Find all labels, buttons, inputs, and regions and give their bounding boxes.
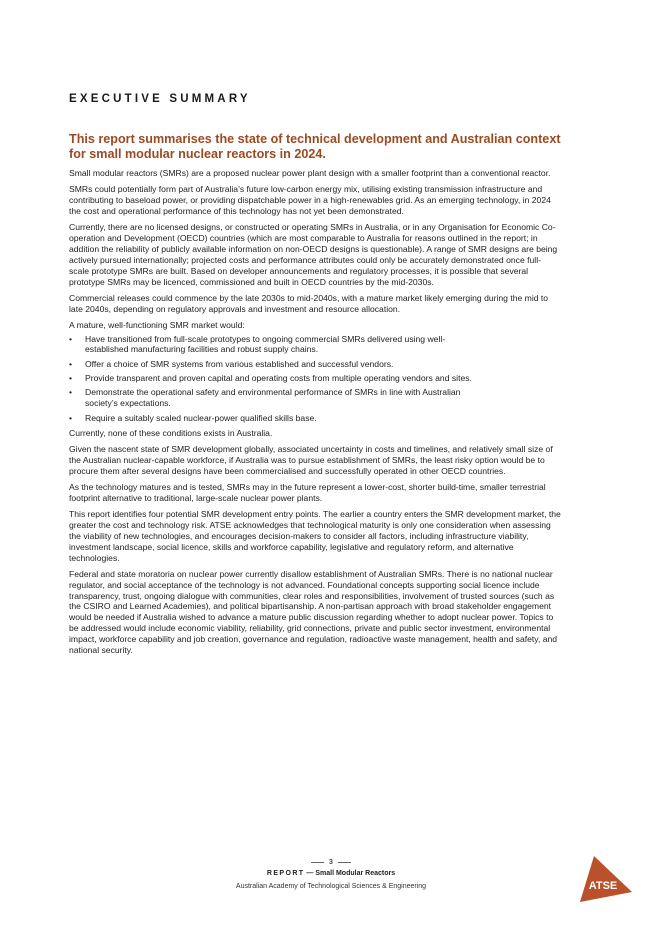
body-copy: [69, 168, 561, 661]
conditions-list: [69, 334, 561, 424]
paragraph: A mature, well-functioning SMR market would:: [69, 319, 245, 330]
list-item: [69, 359, 485, 370]
list-item-text: Demonstrate the operational safety and environmental performance of SMRs in line with Australian society’s expectations.: [85, 387, 461, 409]
paragraph: Currently, none of these conditions exists in Australia.: [69, 428, 273, 439]
list-item-text: Offer a choice of SMR systems from various established and successful vendors.: [85, 358, 394, 369]
section-heading: EXECUTIVE SUMMARY: [69, 93, 251, 105]
bullet-icon: •: [69, 373, 73, 384]
bullet-icon: •: [69, 333, 73, 344]
report-label: REPORT: [266, 870, 305, 877]
report-title: — Small Modular Reactors: [306, 870, 396, 877]
list-item: [69, 334, 485, 356]
paragraph: Federal and state moratoria on nuclear power currently disallow establishment of Australian SMRs. There is no national nuclear regulator, and social acceptance of the technology is not advanced. Foundational concepts supporting social licence include transparency, trust, ongoing dialogue with communities, clear roles and responsibilities, involvement of trusted sources (such as the CSIRO and Learned Academies), and political bipartisanship. A non-partisan approach with broad stakeholder engagement would be needed if Australia wished to advance a mature public discussion regarding whether to adopt nuclear power. Topics to be addressed would include economic viability, reliability, grid connections, private and public sector investment, environmental impact, workforce capability and job creation, governance and regulation, radioactive waste management, health and safety, and national security.: [69, 568, 558, 656]
page-number: 3: [329, 858, 333, 866]
page-footer: [0, 856, 662, 890]
divider: [311, 862, 324, 863]
academy-name: Australian Academy of Technological Sciences & Engineering: [235, 883, 427, 890]
divider: [338, 862, 351, 863]
lead-statement: This report summarises the state of technical development and Australian context for small modular nuclear reactors in 2024.: [69, 132, 561, 161]
report-line: [0, 870, 662, 877]
bullet-icon: •: [69, 358, 73, 369]
page-number-row: [0, 856, 662, 868]
list-item: [69, 387, 485, 409]
list-item-text: Provide transparent and proven capital and operating costs from multiple operating vendors and sites.: [85, 373, 472, 384]
paragraph: Small modular reactors (SMRs) are a proposed nuclear power plant design with a smaller footprint than a conventional reactor.: [69, 168, 551, 178]
paragraph: This report identifies four potential SMR development entry points. The earlier a country enters the SMR development market, the greater the cost and technology risk. ATSE acknowledges that technological maturity is only one consideration when assessing the viability of new technologies, and encourages decision-makers to consider all factors, including infrastructure viability, investment landscape, social licence, skills and workforce capability, legislative and regulatory reform, and alternative technologies.: [69, 509, 561, 563]
bullet-icon: •: [69, 412, 73, 423]
paragraph: Currently, there are no licensed designs, or constructed or operating SMRs in Australia, or in any Organisation for Economic Co-operation and Development (OECD) countries (which are most comparable to Australia for reasons outlined in the report; in addition the reliability of publicly available information on non-OECD designs is questionable). A range of SMR designs are being actively pursued internationally; projected costs and performance attributes could only be accurately demonstrated once full-scale prototype SMRs are built. Based on developer announcements and regulatory processes, it is possible that several prototype SMRs may be licenced, commissioned and built in OECD countries by the mid-2030s.: [69, 222, 558, 287]
paragraph: Commercial releases could commence by the late 2030s to mid-2040s, with a mature market likely emerging during the mid to late 2040s, depending on regulatory approvals and investment and resource allocation.: [69, 292, 549, 314]
atse-logo: [580, 856, 632, 902]
list-item: [69, 413, 485, 424]
list-item-text: Require a suitably scaled nuclear-power qualified skills base.: [85, 412, 317, 423]
paragraph: SMRs could potentially form part of Australia’s future low-carbon energy mix, utilising existing transmission infrastructure and contributing to baseload power, or providing dispatchable power in a high-renewables grid. As an emerging technology, in 2024 the cost and operational performance of this technology has not yet been demonstrated.: [69, 184, 551, 216]
bullet-icon: •: [69, 387, 73, 398]
logo-triangle: [580, 856, 632, 902]
list-item: [69, 373, 485, 384]
paragraph: Given the nascent state of SMR development globally, associated uncertainty in costs and timelines, and relatively small size of the Australian nuclear-capable workforce, if Australia was to pursue establishment of SMRs, the least risky option would be to procure them after several designs have been commercialised and successfully operated in other OECD countries.: [69, 444, 553, 476]
paragraph: As the technology matures and is tested, SMRs may in the future represent a lower-cost, shorter build-time, smaller terrestrial footprint alternative to traditional, large-scale nuclear power plants.: [69, 482, 546, 503]
list-item-text: Have transitioned from full-scale prototypes to ongoing commercial SMRs delivered using well-established manufacturing facilities and robust supply chains.: [85, 333, 446, 355]
logo-text: ATSE: [588, 880, 618, 892]
